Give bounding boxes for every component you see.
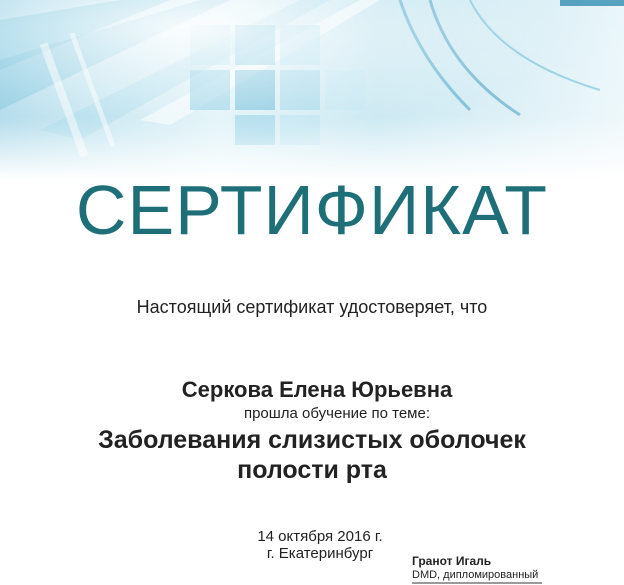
course-title-line-1: Заболевания слизистых оболочек [98, 426, 526, 454]
issue-city: г. Екатеринбург [266, 545, 374, 562]
course-title [0, 425, 624, 485]
issue-date: 14 октября 2016 г. [257, 528, 383, 545]
course-intro-text: прошла обучение по теме: [243, 405, 430, 422]
signer-title-continuation [412, 581, 542, 585]
signer-name: Гранот Игаль [412, 554, 492, 568]
certificate-title: СЕРТИФИКАТ [75, 171, 549, 249]
course-title-line-2: полости рта [237, 456, 387, 484]
header-decoration [0, 0, 624, 180]
signer-title: DMD, дипломированный [412, 569, 539, 581]
recipient-name: Серкова Елена Юрьевна [181, 377, 453, 402]
certificate-intro-text: Настоящий сертификат удостоверяет, что [136, 297, 488, 317]
